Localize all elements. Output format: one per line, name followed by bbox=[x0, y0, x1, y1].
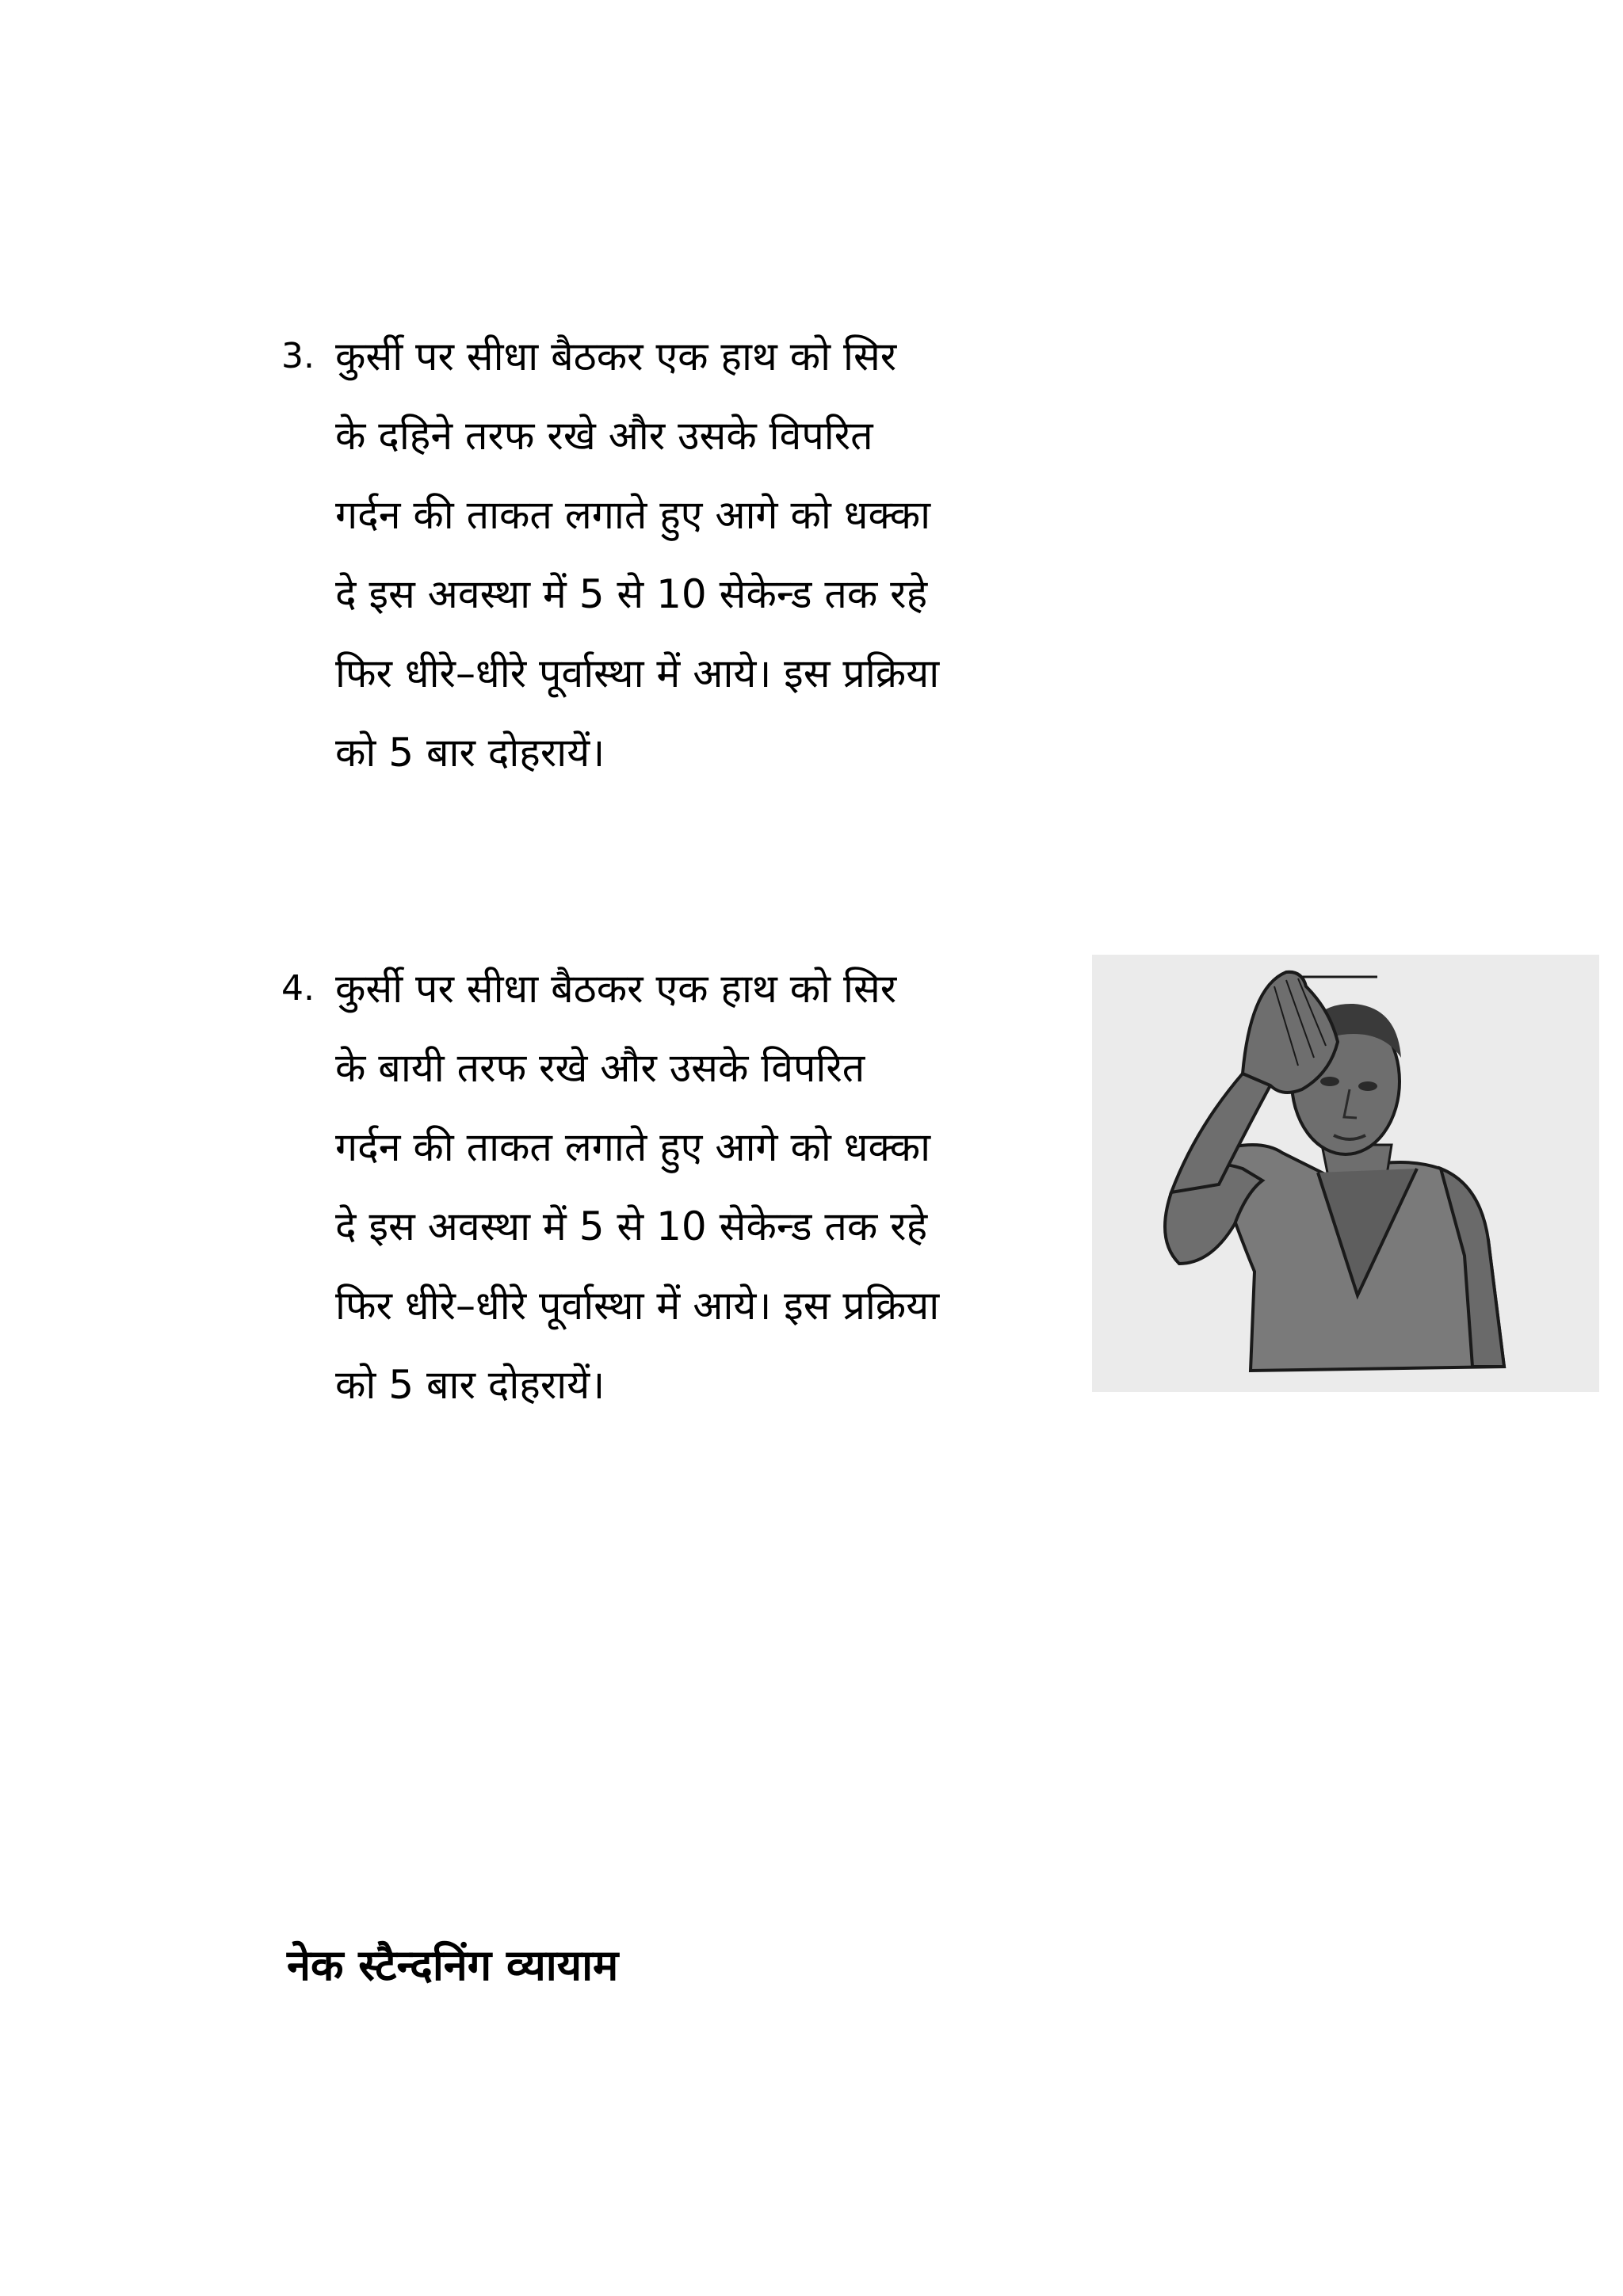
item-line: कुर्सी पर सीधा बैठकर एक हाथ को सिर bbox=[335, 334, 897, 379]
item-line: गर्दन की ताकत लगाते हुए आगे को धक्का bbox=[335, 492, 931, 538]
item-line: फिर धीरे–धीरे पूर्वास्था में आये। इस प्रक्रिया bbox=[335, 650, 940, 696]
item-line: गर्दन की ताकत लगाते हुए आगे को धक्का bbox=[335, 1124, 931, 1170]
item-line: के दहिने तरफ रखे और उसके विपरित bbox=[335, 413, 873, 459]
item-line: कुर्सी पर सीधा बैठकर एक हाथ को सिर bbox=[335, 966, 897, 1012]
item-text bbox=[335, 317, 1096, 792]
item-text bbox=[335, 949, 1096, 1425]
section-title: नेक स्टैन्दनिंग व्यायाम bbox=[287, 1939, 619, 1990]
item-line: को 5 बार दोहरायें। bbox=[335, 1362, 605, 1408]
item-line: के बायी तरफ रखे और उसके विपरित bbox=[335, 1045, 865, 1091]
item-line: दे इस अवस्था में 5 से 10 सेकेन्ड तक रहे bbox=[335, 571, 928, 617]
neck-exercise-figure bbox=[1092, 955, 1599, 1392]
item-line: फिर धीरे–धीरे पूर्वास्था में आये। इस प्रक्रिया bbox=[335, 1283, 940, 1329]
neck-side-press-illustration-icon bbox=[1092, 955, 1599, 1392]
item-number: 4. bbox=[281, 968, 315, 1009]
item-line: को 5 बार दोहरायें। bbox=[335, 730, 605, 776]
item-line: दे इस अवस्था में 5 से 10 सेकेन्ड तक रहे bbox=[335, 1203, 928, 1249]
item-number: 3. bbox=[281, 336, 315, 376]
